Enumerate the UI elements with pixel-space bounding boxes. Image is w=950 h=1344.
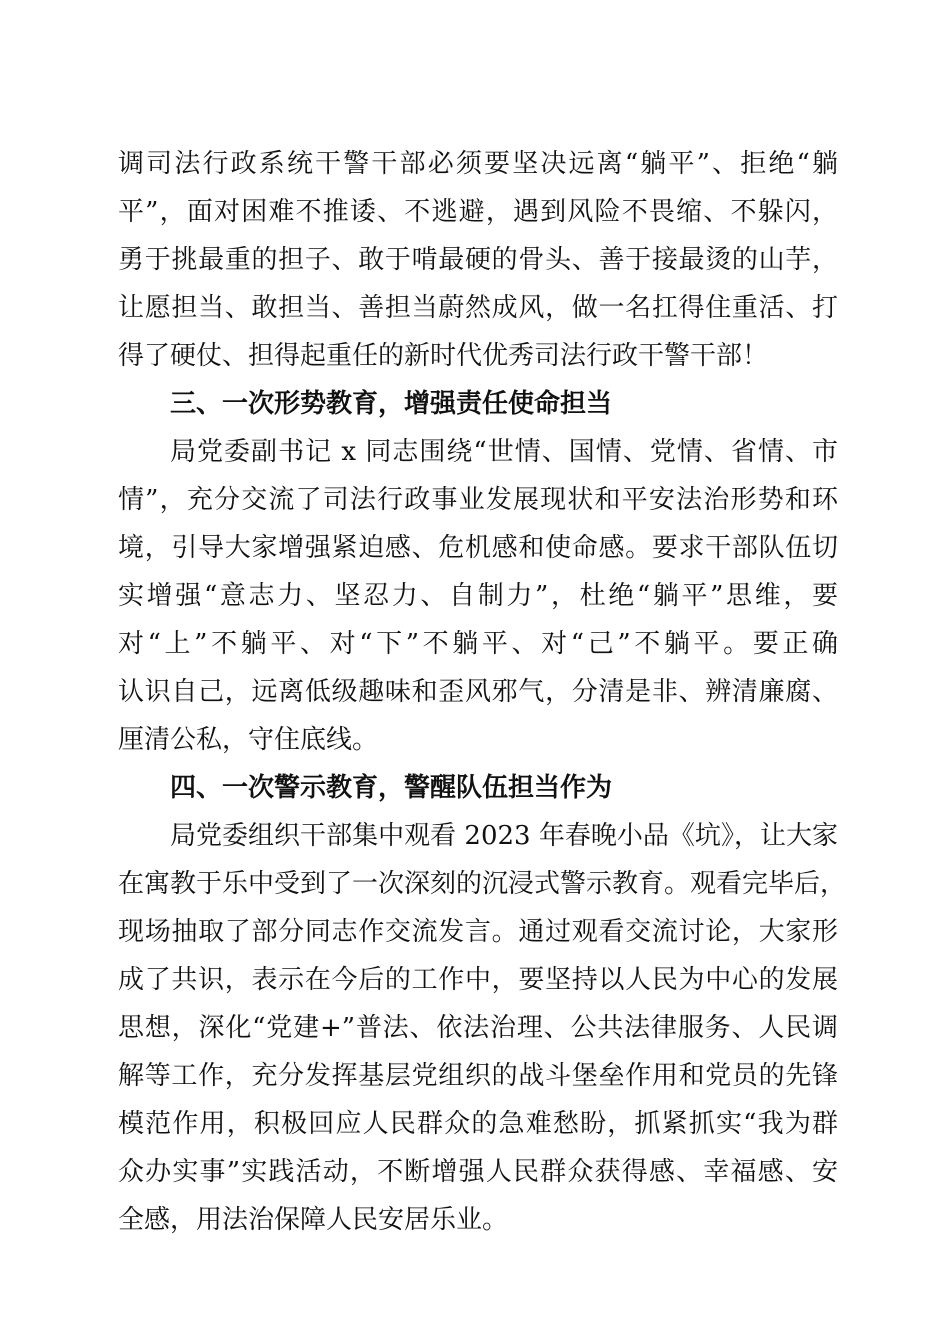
text-line: 对“上”不躺平、对“下”不躺平、对“己”不躺平。要正确	[118, 629, 838, 659]
text-line: 勇于挑最重的担子、敢于啃最硬的骨头、善于接最烫的山芋，	[118, 245, 838, 275]
section-4-heading: 四、一次警示教育，警醒队伍担当作为	[170, 773, 613, 803]
section-3-heading: 三、一次形势教育，增强责任使命担当	[170, 389, 613, 419]
text-line: 在寓教于乐中受到了一次深刻的沉浸式警示教育。观看完毕后，	[118, 869, 847, 899]
section-4-paragraph	[118, 812, 847, 1244]
text-line: 实增强“意志力、坚忍力、自制力”，杜绝“躺平”思维，要	[118, 581, 838, 611]
intro-paragraph	[118, 140, 838, 380]
text-line: 解等工作，充分发挥基层党组织的战斗堡垒作用和党员的先锋	[118, 1061, 838, 1091]
text-line: 思想，深化“党建+”普法、依法治理、公共法律服务、人民调	[118, 1013, 838, 1043]
text-line: 情”，充分交流了司法行政事业发展现状和平安法治形势和环	[118, 485, 838, 515]
text-line: 局党委副书记 x 同志围绕“世情、国情、党情、省情、市	[170, 437, 838, 467]
text-line: 全感，用法治保障人民安居乐业。	[118, 1205, 509, 1235]
document-body	[118, 140, 847, 1244]
text-line: 局党委组织干部集中观看 2023 年春晚小品《坑》，让大家	[170, 821, 838, 851]
text-line: 现场抽取了部分同志作交流发言。通过观看交流讨论，大家形	[118, 917, 838, 947]
text-line: 认识自己，远离低级趣味和歪风邪气，分清是非、辨清廉腐、	[118, 677, 838, 707]
text-line: 调司法行政系统干警干部必须要坚决远离“躺平”、拒绝“躺	[118, 149, 838, 179]
text-line: 众办实事”实践活动，不断增强人民群众获得感、幸福感、安	[118, 1157, 838, 1187]
text-line: 模范作用，积极回应人民群众的急难愁盼，抓紧抓实“我为群	[118, 1109, 838, 1139]
text-line: 让愿担当、敢担当、善担当蔚然成风，做一名扛得住重活、打	[118, 293, 838, 323]
text-line: 成了共识，表示在今后的工作中，要坚持以人民为中心的发展	[118, 965, 838, 995]
text-line: 得了硬仗、担得起重任的新时代优秀司法行政干警干部！	[118, 341, 769, 371]
text-line: 厘清公私，守住底线。	[118, 725, 379, 755]
text-line: 平”，面对困难不推诿、不逃避，遇到风险不畏缩、不躲闪，	[118, 197, 838, 227]
text-line: 境，引导大家增强紧迫感、危机感和使命感。要求干部队伍切	[118, 533, 838, 563]
section-3-paragraph	[118, 428, 838, 764]
